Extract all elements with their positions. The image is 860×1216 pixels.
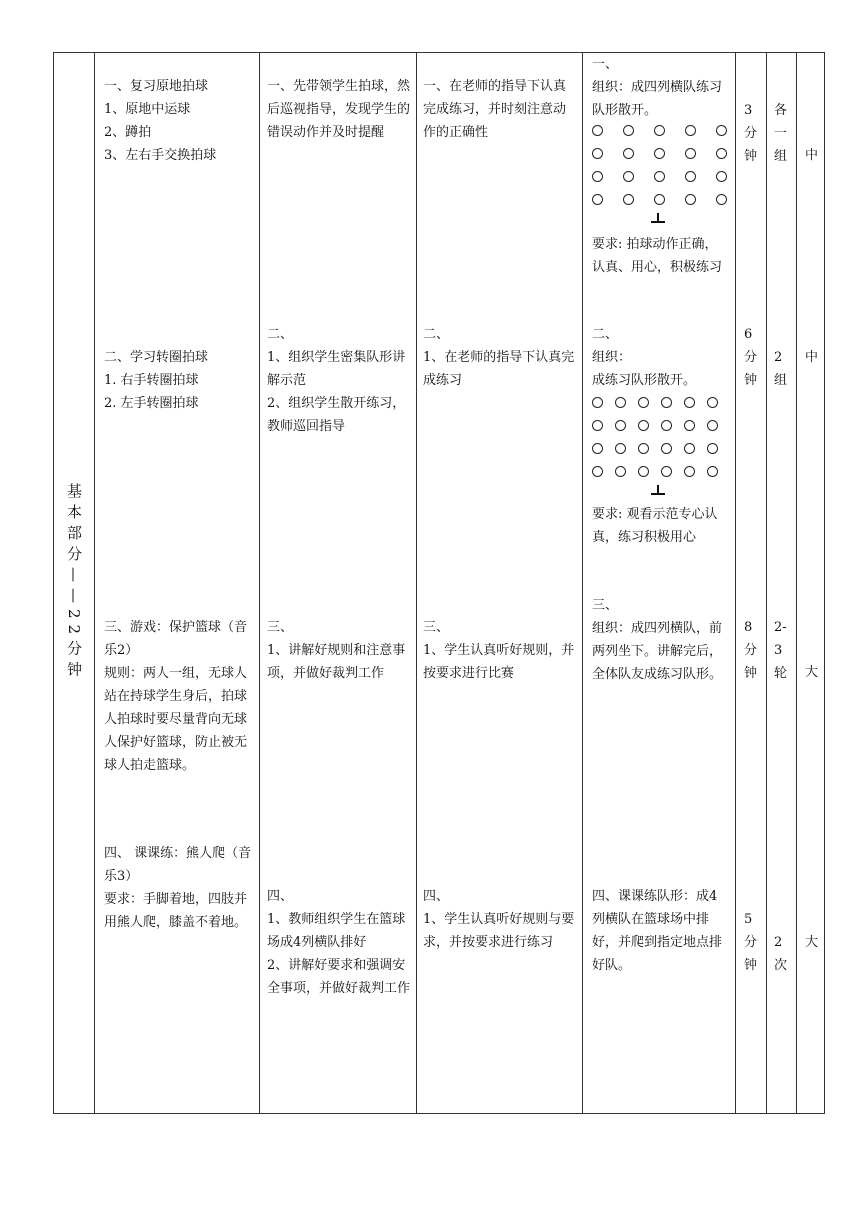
row3-organization: 三、 组织：成四列横队，前两列坐下。讲解完后，全体队友成练习队形。 [592, 598, 723, 682]
row4-time: 5 分 钟 [744, 912, 758, 973]
row4-organization: 四、课课练队形：成4列横队在篮球场中排好，并爬到指定地点排好队。 [592, 889, 723, 973]
student-circle-icon [623, 148, 634, 159]
student-circle-icon [661, 466, 672, 477]
formation-row [592, 188, 747, 211]
row2-organization: 二、 组织： 成练习队形散开。 [592, 327, 697, 388]
row2-teacher: 二、 1、组织学生密集队形讲解示范 2、组织学生散开练习，教师巡回指导 [267, 327, 406, 434]
student-circle-icon [623, 171, 634, 182]
section-label: 基本部分——22分钟 [65, 483, 83, 683]
formation-row [592, 414, 730, 437]
formation-row [592, 391, 730, 414]
row1-intensity: 中 [805, 148, 819, 163]
student-circle-icon [615, 466, 626, 477]
student-circle-icon [623, 125, 634, 136]
student-circle-icon [615, 420, 626, 431]
student-circle-icon [716, 125, 727, 136]
student-circle-icon [716, 148, 727, 159]
row3-time: 8 分 钟 [744, 620, 758, 681]
row1-content: 一、复习原地拍球 1、原地中运球 2、蹲拍 3、左右手交换拍球 [104, 79, 217, 163]
row2-time: 6 分 钟 [744, 327, 758, 388]
formation-row [592, 437, 730, 460]
row1-teacher: 一、先带领学生拍球，然后巡视指导，发现学生的错误动作并及时提醒 [267, 79, 411, 140]
row1-count: 各 一 组 [774, 103, 788, 164]
student-circle-icon [615, 443, 626, 454]
student-circle-icon [684, 397, 695, 408]
row4-count: 2 次 [774, 935, 788, 973]
row3-student: 三、 1、学生认真听好规则，并按要求进行比赛 [423, 620, 575, 681]
formation-row [592, 460, 730, 483]
student-circle-icon [638, 443, 649, 454]
student-circle-icon [592, 397, 603, 408]
student-circle-icon [592, 148, 603, 159]
row4-intensity: 大 [805, 935, 819, 950]
student-circle-icon [592, 466, 603, 477]
student-circle-icon [707, 397, 718, 408]
student-circle-icon [684, 466, 695, 477]
student-circle-icon [707, 466, 718, 477]
row2-count: 2 组 [774, 350, 788, 388]
student-circle-icon [654, 194, 665, 205]
student-circle-icon [654, 125, 665, 136]
row4-student: 四、 1、学生认真听好规则与要求，并按要求进行练习 [423, 889, 575, 950]
formation-row [592, 142, 747, 165]
student-circle-icon [685, 125, 696, 136]
formation-grid-1 [592, 119, 747, 211]
student-circle-icon [592, 420, 603, 431]
row3-count: 2- 3 轮 [774, 620, 788, 681]
student-circle-icon [615, 397, 626, 408]
lesson-plan-table [53, 52, 825, 1114]
student-circle-icon [638, 466, 649, 477]
formation-row [592, 165, 747, 188]
student-circle-icon [654, 148, 665, 159]
student-circle-icon [661, 420, 672, 431]
student-circle-icon [685, 194, 696, 205]
teacher-marker-icon [651, 213, 665, 223]
row4-content: 四、 课课练：熊人爬（音乐3） 要求：手脚着地，四肢并用熊人爬，膝盖不着地。 [104, 846, 252, 930]
formation-grid-2 [592, 391, 730, 483]
student-circle-icon [592, 194, 603, 205]
row1-student: 一、在老师的指导下认真完成练习，并时刻注意动作的正确性 [423, 79, 567, 140]
student-circle-icon [654, 171, 665, 182]
section-label-cell [54, 53, 94, 1113]
row4-teacher: 四、 1、教师组织学生在篮球场成4列横队排好 2、讲解好要求和强调安全事项，并做好裁判工作 [267, 889, 411, 996]
row3-teacher: 三、 1、讲解好规则和注意事项，并做好裁判工作 [267, 620, 406, 681]
student-circle-icon [661, 397, 672, 408]
row2-student: 二、 1、在老师的指导下认真完成练习 [423, 327, 575, 388]
student-circle-icon [684, 443, 695, 454]
row1-requirement: 要求: 拍球动作正确，认真、用心，积极练习 [592, 237, 723, 275]
student-circle-icon [685, 171, 696, 182]
student-circle-icon [707, 420, 718, 431]
student-circle-icon [707, 443, 718, 454]
row2-content: 二、学习转圈拍球 1. 右手转圈拍球 2. 左手转圈拍球 [104, 350, 209, 411]
row3-intensity: 大 [805, 665, 819, 680]
student-circle-icon [623, 194, 634, 205]
row1-organization: 一、 组织：成四列横队练习队形散开。 [592, 57, 723, 118]
row2-intensity: 中 [805, 350, 819, 365]
row1-time: 3 分 钟 [744, 103, 758, 164]
student-circle-icon [592, 443, 603, 454]
student-circle-icon [638, 420, 649, 431]
formation-row [592, 119, 747, 142]
row3-content: 三、游戏：保护篮球（音乐2） 规则：两人一组，无球人站在持球学生身后，拍球人拍球时要尽量背向无球人保护好篮球，防止被无球人拍走篮球。 [104, 620, 248, 773]
student-circle-icon [716, 171, 727, 182]
row2-requirement: 要求: 观看示范专心认真，练习积极用心 [592, 507, 718, 545]
student-circle-icon [716, 194, 727, 205]
student-circle-icon [592, 125, 603, 136]
student-circle-icon [592, 171, 603, 182]
student-circle-icon [661, 443, 672, 454]
student-circle-icon [638, 397, 649, 408]
student-circle-icon [685, 148, 696, 159]
teacher-marker-icon [651, 485, 665, 495]
student-circle-icon [684, 420, 695, 431]
